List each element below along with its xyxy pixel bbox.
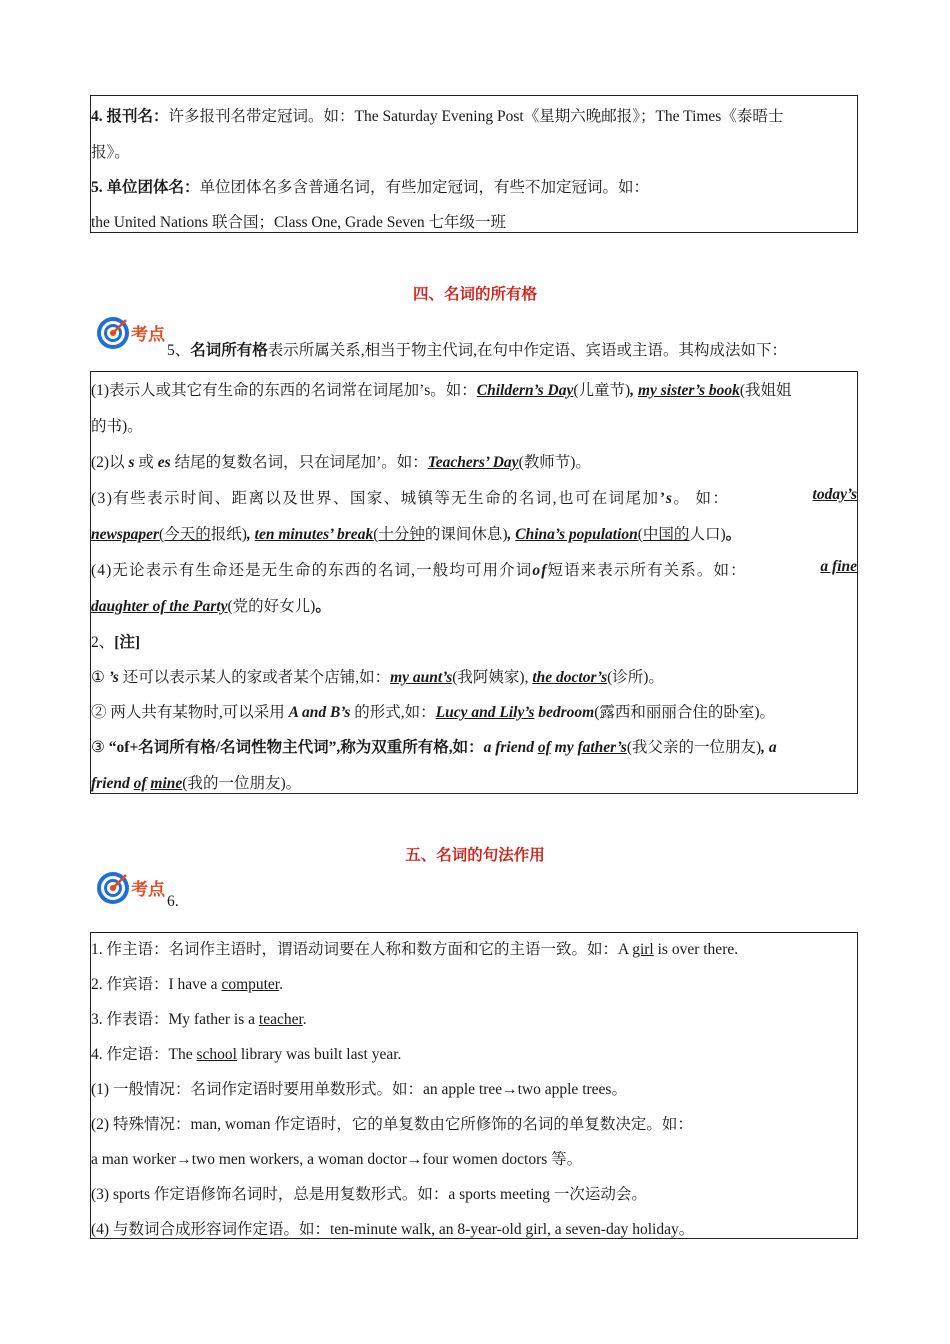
rule-3-line2 xyxy=(91,522,857,544)
function-predicative xyxy=(91,1007,857,1029)
box1-line1 xyxy=(91,104,857,126)
intro-number: 5、 xyxy=(167,342,191,359)
function-attributive xyxy=(91,1042,857,1064)
example-mine: mine xyxy=(150,775,183,792)
suffix-es: es xyxy=(157,454,171,471)
gloss: (我的一位朋友)。 xyxy=(182,775,302,792)
example-of: of xyxy=(537,739,551,756)
kaodian-label: 考点 xyxy=(131,880,165,900)
gloss: 人口) xyxy=(689,526,726,543)
function-object xyxy=(91,972,857,994)
kaodian-badge-5 xyxy=(96,316,168,354)
rule-2-text: 结尾的复数名词，只在词尾加’。如： xyxy=(170,454,428,471)
example-sisters-book: my sister’s book xyxy=(637,382,740,399)
rule-1-line1 xyxy=(91,378,857,400)
example-friend: friend xyxy=(91,775,134,792)
gloss: (教师节)。 xyxy=(518,454,591,471)
function-text: 3. 作表语：My father is a xyxy=(91,1011,259,1028)
rule-4-text: (4)无论表示有生命还是无生命的东西的名词,一般均可用介词 xyxy=(91,562,533,579)
note-2 xyxy=(91,700,857,722)
example-teachers-day: Teachers’ Day xyxy=(427,454,519,471)
gloss: (十分钟 xyxy=(373,526,425,543)
function-text: library was built last year. xyxy=(236,1046,402,1063)
gloss: (中国的 xyxy=(637,526,690,543)
gloss: 的课间休息) xyxy=(424,526,508,543)
comma: , xyxy=(507,526,516,543)
section4-intro xyxy=(167,338,787,360)
example-noun: computer xyxy=(221,976,280,993)
rule-2-text: (2)以 xyxy=(91,454,129,471)
gloss: (我姐姐 xyxy=(739,382,792,399)
target-icon xyxy=(96,871,130,905)
rule-2 xyxy=(91,450,857,472)
attributive-case-1: (1) 一般情况：名词作定语时要用单数形式。如：an apple tree→two apple trees。 xyxy=(91,1081,627,1098)
gloss: (党的好女儿) xyxy=(227,598,316,615)
example-lucy-and-lilys: Lucy and Lily’s xyxy=(435,704,535,721)
gloss: (今天的 xyxy=(159,526,211,543)
rule-4-text: 短语来表示所有关系。如： xyxy=(547,562,747,579)
rule-2-text: 或 xyxy=(134,454,158,471)
rule-3-line1 xyxy=(91,486,857,508)
example-a-friend: a friend xyxy=(483,739,538,756)
example-my: my xyxy=(550,739,578,756)
box1-line4: the United Nations 联合国；Class One, Grade Seven 七年级一班 xyxy=(91,214,506,231)
info-box-possessive xyxy=(90,371,858,794)
intro-term: 名词所有格 xyxy=(190,342,268,359)
function-text: . xyxy=(279,976,283,993)
kaodian-badge-6 xyxy=(96,871,168,909)
example-chinas-population: China’s population xyxy=(515,526,638,543)
rule-1-line2: 的书)。 xyxy=(91,418,143,435)
example-a-fine: a fine xyxy=(820,558,857,575)
suffix-s: s xyxy=(128,454,135,471)
comma: , xyxy=(630,382,638,399)
note-label: [注] xyxy=(114,634,141,651)
function-text: 1. 作主语：名词作主语时，谓语动词要在人称和数方面和它的主语一致。如：A xyxy=(91,941,633,958)
attributive-case-2-example: a man worker→two men workers, a woman doctor→four women doctors 等。 xyxy=(91,1151,583,1168)
note-3-line2 xyxy=(91,771,857,793)
label-newspaper-names: 4. 报刊名： xyxy=(91,108,169,125)
target-icon xyxy=(96,316,130,350)
comma: , xyxy=(246,526,255,543)
gloss: (儿童节) xyxy=(573,382,631,399)
example-of: of xyxy=(133,775,147,792)
box1-line2: 报》。 xyxy=(91,144,130,161)
example-noun: girl xyxy=(632,941,654,958)
note-1 xyxy=(91,665,857,687)
rule-4-line1 xyxy=(91,558,857,580)
attributive-case-4: (4) 与数词合成形容词作定语。如：ten-minute walk, an 8-year-old girl, a seven-day holiday。 xyxy=(91,1221,695,1238)
rule-1-text: (1)表示人或其它有生命的东西的名词常在词尾加’s。如： xyxy=(91,382,477,399)
attributive-case-3: (3) sports 作定语修饰名词时，总是用复数形式。如：a sports meeting 一次运动会。 xyxy=(91,1186,647,1203)
kaodian-label: 考点 xyxy=(131,325,165,345)
note-marker: ③ xyxy=(91,739,109,756)
label-organization-names: 5. 单位团体名： xyxy=(91,179,200,196)
text-newspaper-names: 许多报刊名带定冠词。如：The Saturday Evening Post《星期六晚邮报》；The Times《泰晤士 xyxy=(168,108,784,125)
intro-text: 表示所属关系,相当于物主代词,在句中作定语、宾语或主语。其构成法如下： xyxy=(267,342,788,359)
example-childrens-day: Childern’s Day xyxy=(476,382,574,399)
example-daughter-of-party: daughter of the Party xyxy=(91,598,228,615)
note-3-line1 xyxy=(91,735,857,757)
suffix-apostrophe-s: ’s xyxy=(108,669,119,686)
function-text: 2. 作宾语：I have a xyxy=(91,976,222,993)
note-text: ② 两人共有某物时,可以采用 xyxy=(91,704,289,721)
rule-4-line2 xyxy=(91,594,857,616)
note-marker: ① xyxy=(91,669,109,686)
rule-3-text: (3)有些表示时间、距离以及世界、国家、城镇等无生命的名词,也可在词尾加 xyxy=(91,490,660,507)
example-my-aunts: my aunt’s xyxy=(390,669,453,686)
period: 。 xyxy=(315,598,331,615)
example-the-doctors: the doctor’s xyxy=(532,669,608,686)
section-heading-possessive: 四、名词的所有格 xyxy=(412,285,537,303)
box1-line3 xyxy=(91,175,857,197)
gloss: 报纸) xyxy=(210,526,247,543)
function-subject xyxy=(91,937,857,959)
gloss: (我父亲的一位朋友) xyxy=(626,739,762,756)
example-ten-minutes-break: ten minutes’ break xyxy=(254,526,374,543)
example-newspaper: newspaper xyxy=(91,526,160,543)
suffix-apostrophe-s: ’s xyxy=(659,490,674,507)
example-fathers: father’s xyxy=(577,739,627,756)
note-text: 还可以表示某人的家或者某个店铺,如： xyxy=(118,669,391,686)
function-text: . xyxy=(302,1011,307,1028)
rule-3-text: 。 如： xyxy=(673,490,730,507)
text-organization-names: 单位团体名多含普通名词，有些加定冠词，有些不加定冠词。如： xyxy=(199,179,650,196)
info-box-syntax xyxy=(90,932,858,1239)
comma-a: , a xyxy=(761,739,777,756)
example-noun: teacher xyxy=(258,1011,303,1028)
gloss: (诊所)。 xyxy=(607,669,664,686)
example-bedroom: bedroom xyxy=(534,704,595,721)
example-noun: school xyxy=(196,1046,237,1063)
gloss: (露西和丽丽合住的卧室)。 xyxy=(594,704,776,721)
gloss: (我阿姨家), xyxy=(452,669,533,686)
period: 。 xyxy=(725,526,742,543)
section-heading-syntax: 五、名词的句法作用 xyxy=(405,846,545,864)
note-header xyxy=(91,630,857,652)
function-text: is over there. xyxy=(653,941,739,958)
note-double-possessive: “of+名词所有格/名词性物主代词”,称为双重所有格,如： xyxy=(108,739,484,756)
function-text: 4. 作定语：The xyxy=(91,1046,197,1063)
attributive-case-2: (2) 特殊情况：man, woman 作定语时，它的单复数由它所修饰的名词的单复数决定。如： xyxy=(91,1116,693,1133)
section5-number: 6. xyxy=(167,893,179,910)
prep-of: of xyxy=(532,562,548,579)
pattern-a-and-bs: A and B’s xyxy=(288,704,351,721)
info-box-names xyxy=(90,95,858,233)
example-todays: today’s xyxy=(812,486,857,503)
note-number: 2、 xyxy=(91,634,115,651)
note-text: 的形式,如： xyxy=(350,704,436,721)
